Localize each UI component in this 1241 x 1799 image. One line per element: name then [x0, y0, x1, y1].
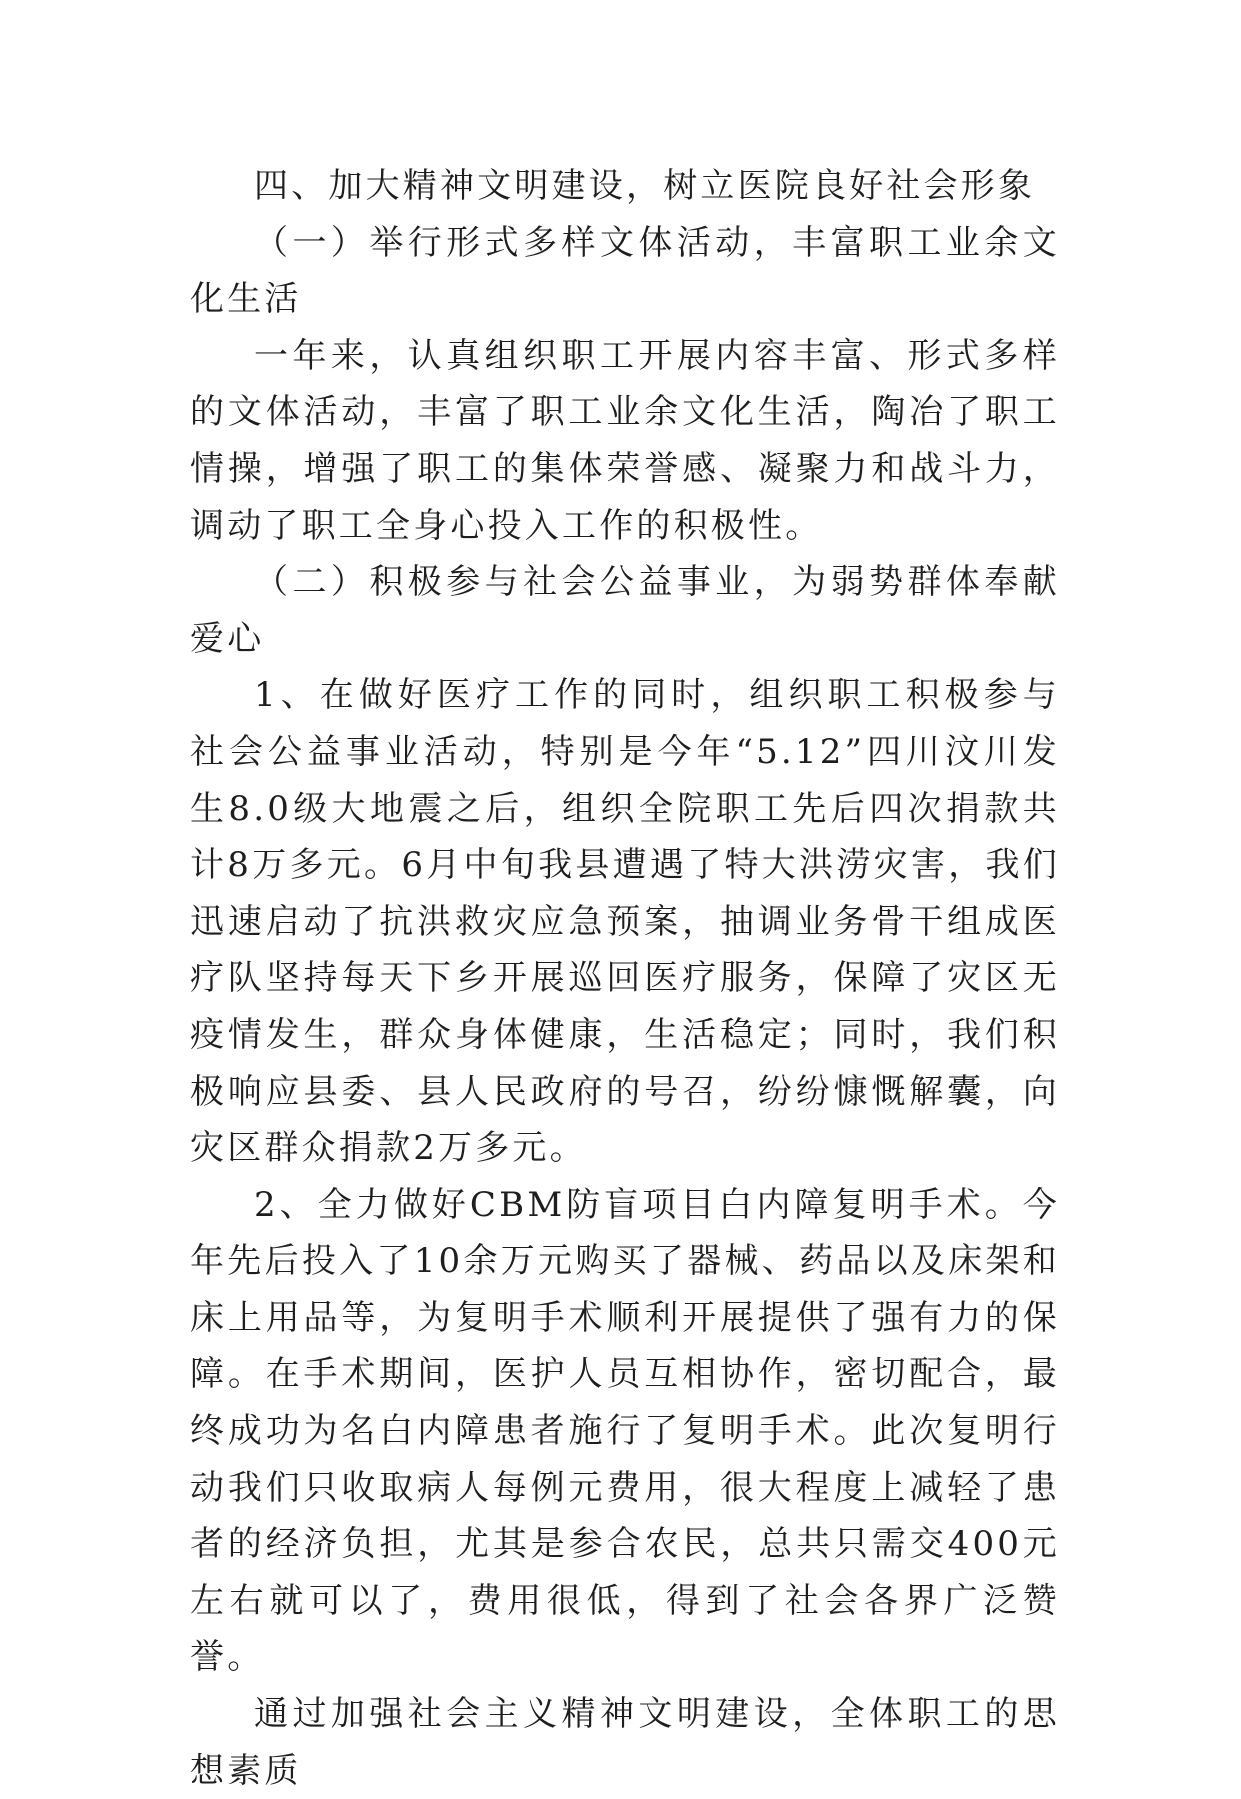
body-paragraph: 2、全力做好CBM防盲项目白内障复明手术。今年先后投入了10余万元购买了器械、药品以及床架和床上用品等，为复明手术顺利开展提供了强有力的保障。在手术期间，医护人员互相协作，密切配合，最终成功为名白内障患者施行了复明手术。此次复明行动我们只收取病人每例元费用，很大程度上减轻了患者的经济负担，尤其是参合农民，总共只需交400元左右就可以了，费用很低，得到了社会各界广泛赞誉。	[190, 1184, 1060, 1678]
section-heading: 四、加大精神文明建设，树立医院良好社会形象	[254, 166, 1036, 206]
subsection-heading-1: （一）举行形式多样文体活动，丰富职工业余文化生活	[190, 222, 1060, 320]
subsection-heading-2: （二）积极参与社会公益事业，为弱势群体奉献爱心	[190, 562, 1060, 659]
document-body	[190, 158, 1060, 1799]
body-paragraph: 1、在做好医疗工作的同时，组织职工积极参与社会公益事业活动，特别是今年“5.12”四川汶川发生8.0级大地震之后，组织全院职工先后四次捐款共计8万多元。6月中旬我县遭遇了特大洪涝灾害，我们迅速启动了抗洪救灾应急预案，抽调业务骨干组成医疗队坚持每天下乡开展巡回医疗服务，保障了灾区无疫情发生，群众身体健康，生活稳定；同时，我们积极响应县委、县人民政府的号召，纷纷慷慨解囊，向灾区群众捐款2万多元。	[190, 675, 1060, 1169]
body-paragraph: 一年来，认真组织职工开展内容丰富、形式多样的文体活动，丰富了职工业余文化生活，陶冶了职工情操，增强了职工的集体荣誉感、凝聚力和战斗力，调动了职工全身心投入工作的积极性。	[190, 335, 1060, 546]
body-paragraph: 通过加强社会主义精神文明建设，全体职工的思想素质	[190, 1694, 1060, 1791]
